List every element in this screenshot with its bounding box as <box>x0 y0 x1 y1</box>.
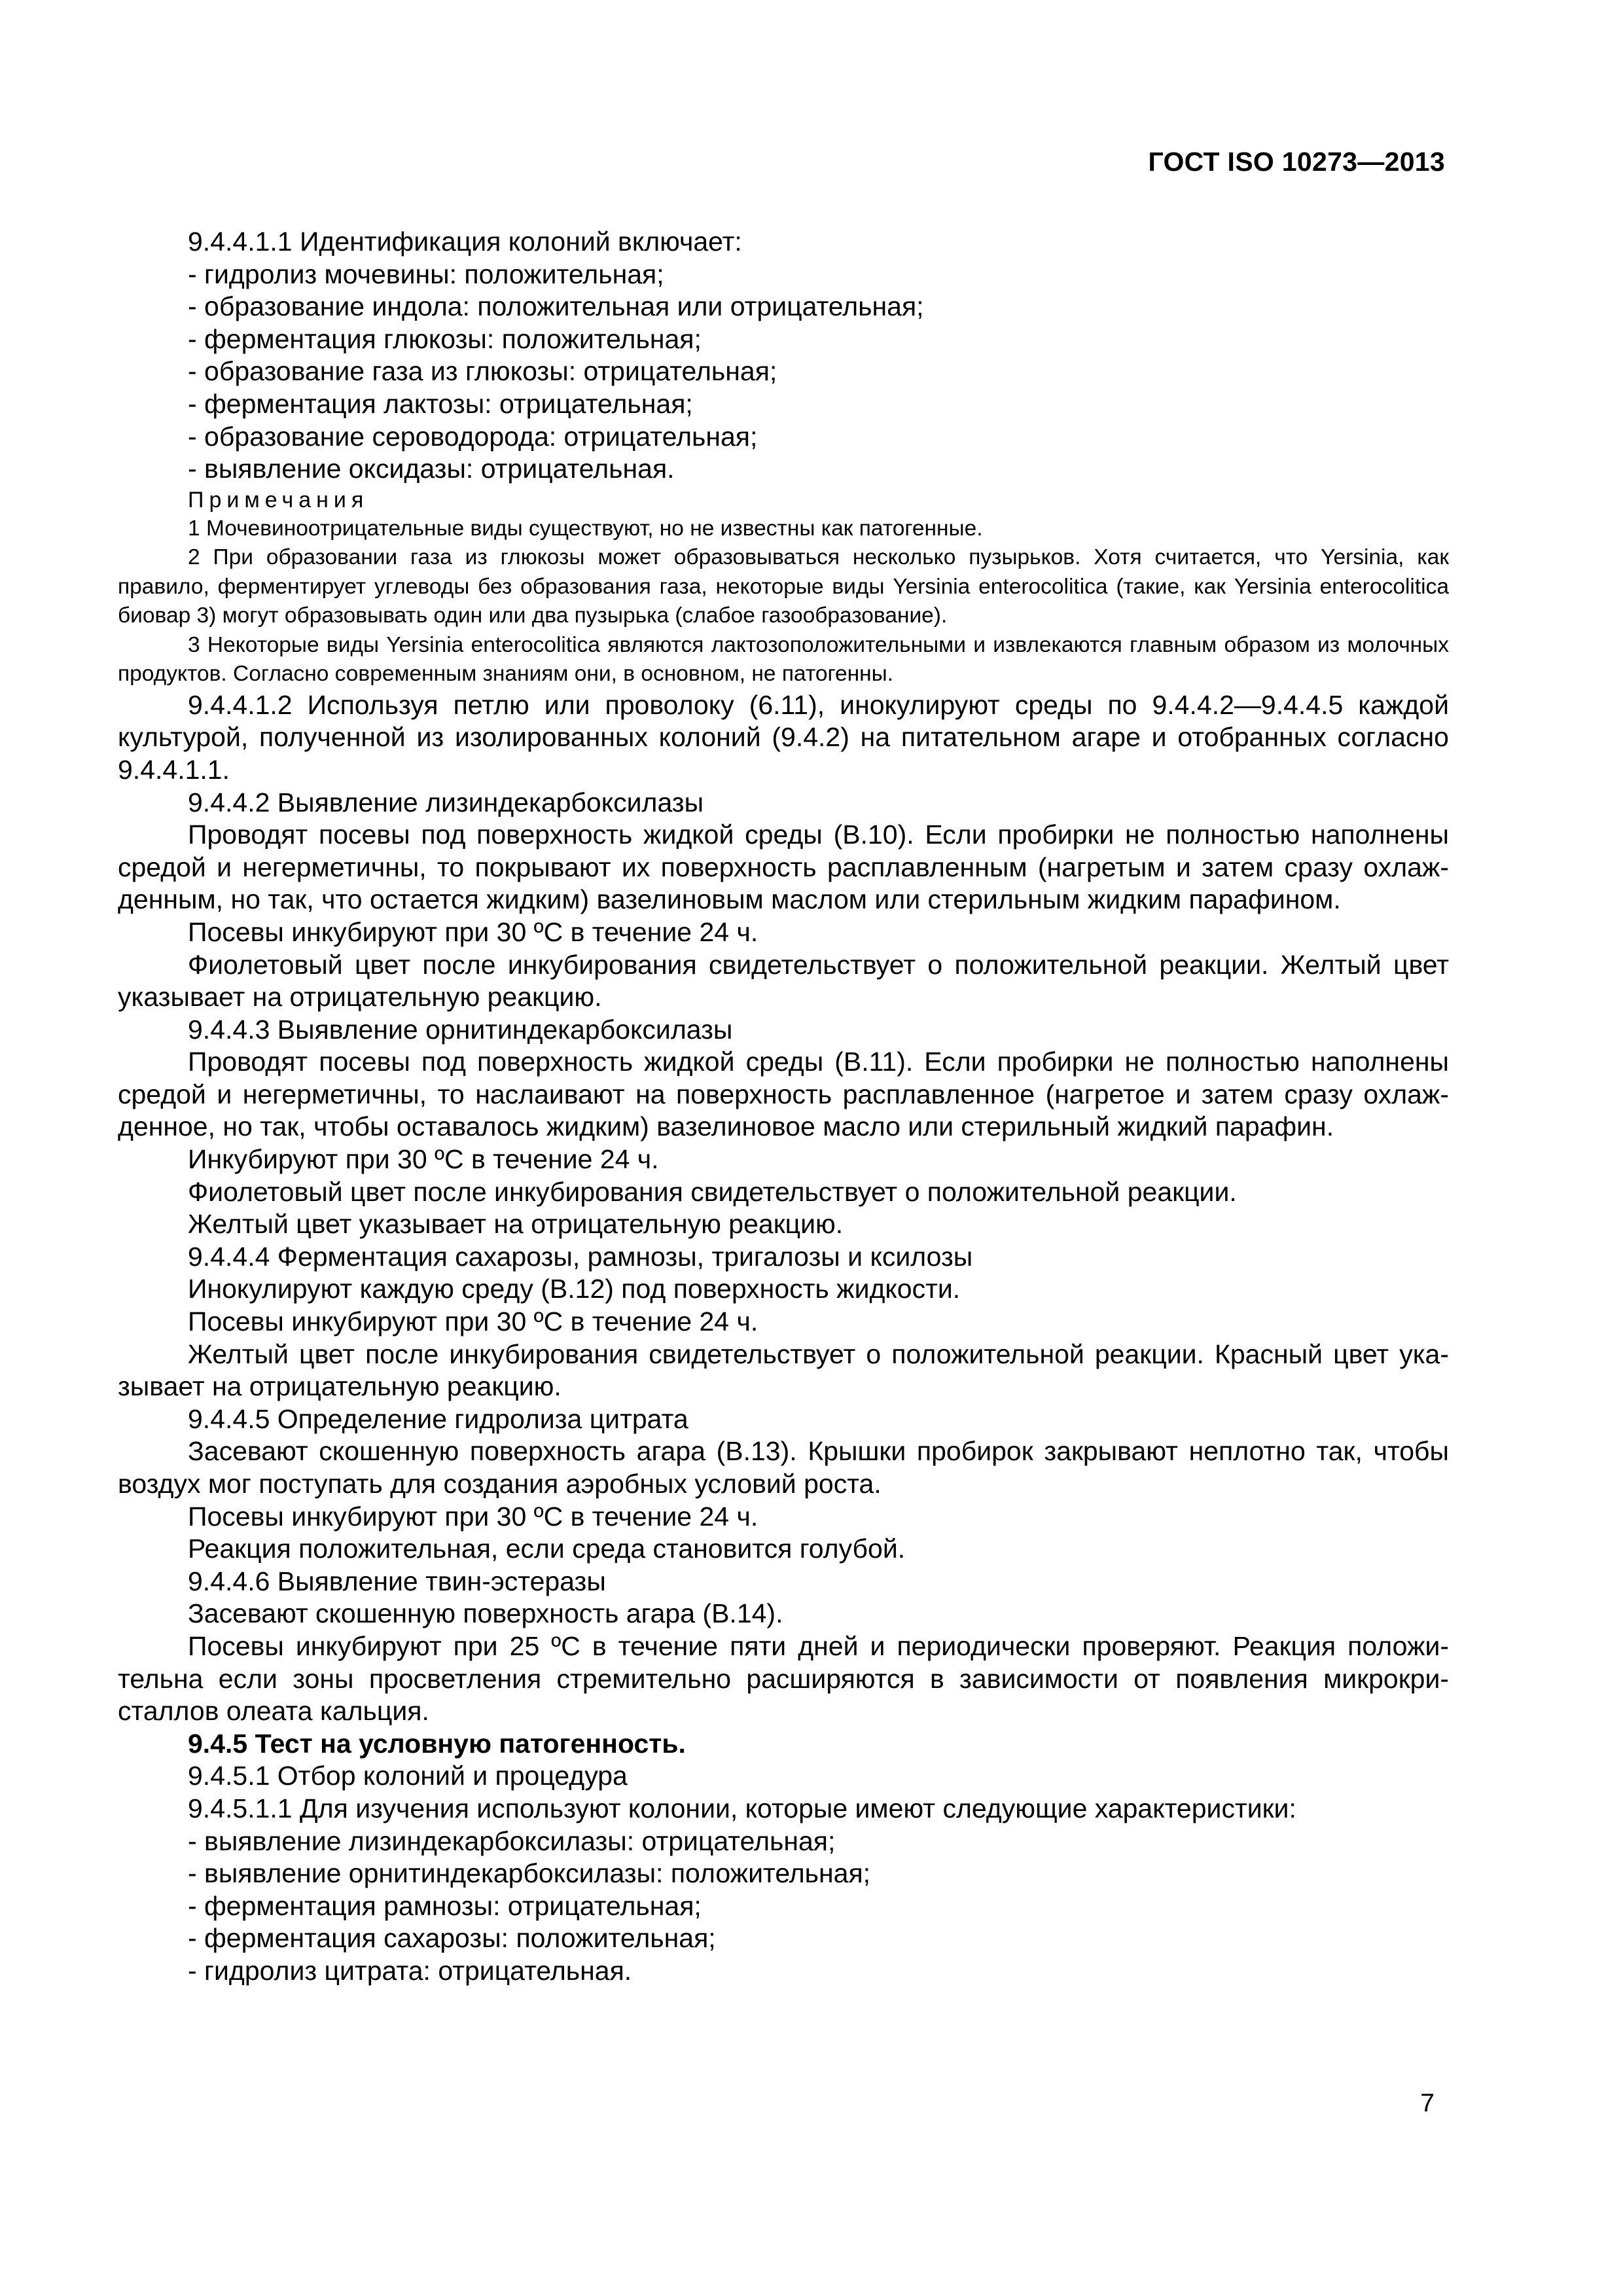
paragraph: Желтый цвет после инкубирования свидетельствует о положительной реакции. Красный цвет ука-зывает на отрицательную реакцию. <box>118 1338 1449 1402</box>
list-item: - ферментация лактозы: отрицательная; <box>188 388 693 419</box>
section-heading: 9.4.4.6 Выявление твин-эстеразы <box>188 1566 606 1596</box>
paragraph: Посевы инкубируют при 30 ºС в течение 24 ч. <box>188 1501 758 1532</box>
paragraph: Проводят посевы под поверхность жидкой среды (В.11). Если пробирки не полностью наполнены средой и негерметичны, то наслаивают на поверхность расплавленное (нагретое и затем сразу охлаж-денное, но так, чтобы оставалось жидким) вазелиновое масло или стерильный жидкий парафин. <box>118 1047 1449 1142</box>
paragraph: 9.4.5.1.1 Для изучения используют колонии, которые имеют следующие характеристики: <box>188 1793 1296 1823</box>
paragraph: Фиолетовый цвет после инкубирования свидетельствует о положительной реакции. Желтый цвет указывает на отрицательную реакцию. <box>118 949 1449 1013</box>
section-heading: 9.4.4.5 Определение гидролиза цитрата <box>188 1403 688 1434</box>
page-number: 7 <box>1420 2089 1435 2117</box>
paragraph: Посевы инкубируют при 25 ºС в течение пяти дней и периодически проверяют. Реакция положи-тельна если зоны просветления стремительно расширяются в зависимости от появления микрокри-сталлов олеата кальция. <box>118 1630 1449 1727</box>
note-item: 1 Мочевиноотрицательные виды существуют, но не известны как патогенные. <box>188 516 983 541</box>
paragraph: Проводят посевы под поверхность жидкой среды (В.10). Если пробирки не полностью наполнены средой и негерметичны, то покрывают их поверхность расплавленным (нагретым и затем сразу охлаж-денным, но так, что остается жидким) вазелиновым маслом или стерильным жидким парафином. <box>118 819 1449 915</box>
section-heading: 9.4.4.1.1 Идентификация колоний включает: <box>188 226 742 257</box>
paragraph: Желтый цвет указывает на отрицательную реакцию. <box>188 1209 844 1240</box>
section-heading-bold: 9.4.5 Тест на условную патогенность. <box>188 1728 686 1759</box>
list-item: - ферментация рамнозы: отрицательная; <box>188 1890 702 1921</box>
notes-title: Примечания <box>188 487 369 512</box>
document-code: ГОСТ ISO 10273—2013 <box>1148 147 1445 177</box>
paragraph: Засевают скошенную поверхность агара (В.14). <box>188 1598 783 1629</box>
list-item: - ферментация сахарозы: положительная; <box>188 1923 716 1954</box>
paragraph: Реакция положительная, если среда становится голубой. <box>188 1534 906 1564</box>
list-item: - образование газа из глюкозы: отрицательная; <box>188 356 777 387</box>
list-item: - выявление оксидазы: отрицательная. <box>188 454 675 484</box>
note-item: 2 При образовании газа из глюкозы может образовываться несколько пузырьков. Хотя считается, что Yersinia, как правило, ферментирует углеводы без образования газа, некоторые виды Yersinia enterocolitica (такие, как Yersinia enterocolitica биовар 3) могут образовывать один или два пузырька (слабое газообразование). <box>118 545 1449 628</box>
paragraph: Посевы инкубируют при 30 ºС в течение 24 ч. <box>188 916 758 947</box>
section-heading: 9.4.4.3 Выявление орнитиндекарбоксилазы <box>188 1014 733 1045</box>
section-heading: 9.4.5.1 Отбор колоний и процедура <box>188 1761 628 1791</box>
list-item: - выявление орнитиндекарбоксилазы: положительная; <box>188 1858 871 1889</box>
paragraph: Инкубируют при 30 ºС в течение 24 ч. <box>188 1144 659 1175</box>
list-item: - образование индола: положительная или отрицательная; <box>188 291 924 322</box>
note-item: 3 Некоторые виды Yersinia enterocolitica являются лактозоположительными и извлекаются главным образом из молочных продуктов. Согласно современным знаниям они, в основном, не патогенны. <box>118 632 1449 687</box>
paragraph: Посевы инкубируют при 30 ºС в течение 24 ч. <box>188 1306 758 1337</box>
paragraph: 9.4.4.1.2 Используя петлю или проволоку (6.11), инокулируют среды по 9.4.4.2—9.4.4.5 каждой культурой, полученной из изолированных колоний (9.4.2) на питательном агаре и отобранных согласно 9.4.4.1.1. <box>118 689 1449 785</box>
list-item: - гидролиз цитрата: отрицательная. <box>188 1955 632 1986</box>
page-content <box>118 226 1449 1988</box>
section-heading: 9.4.4.4 Ферментация сахарозы, рамнозы, тригалозы и ксилозы <box>188 1241 973 1272</box>
paragraph: Фиолетовый цвет после инкубирования свидетельствует о положительной реакции. <box>188 1176 1237 1207</box>
list-item: - образование сероводорода: отрицательная; <box>188 421 758 452</box>
section-heading: 9.4.4.2 Выявление лизиндекарбоксилазы <box>188 787 704 817</box>
list-item: - ферментация глюкозы: положительная; <box>188 323 702 354</box>
list-item: - выявление лизиндекарбоксилазы: отрицательная; <box>188 1825 836 1856</box>
paragraph: Инокулируют каждую среду (В.12) под поверхность жидкости. <box>188 1274 961 1304</box>
paragraph: Засевают скошенную поверхность агара (В.13). Крышки пробирок закрывают неплотно так, чтобы воздух мог поступать для создания аэробных условий роста. <box>118 1436 1449 1499</box>
list-item: - гидролиз мочевины: положительная; <box>188 259 664 289</box>
